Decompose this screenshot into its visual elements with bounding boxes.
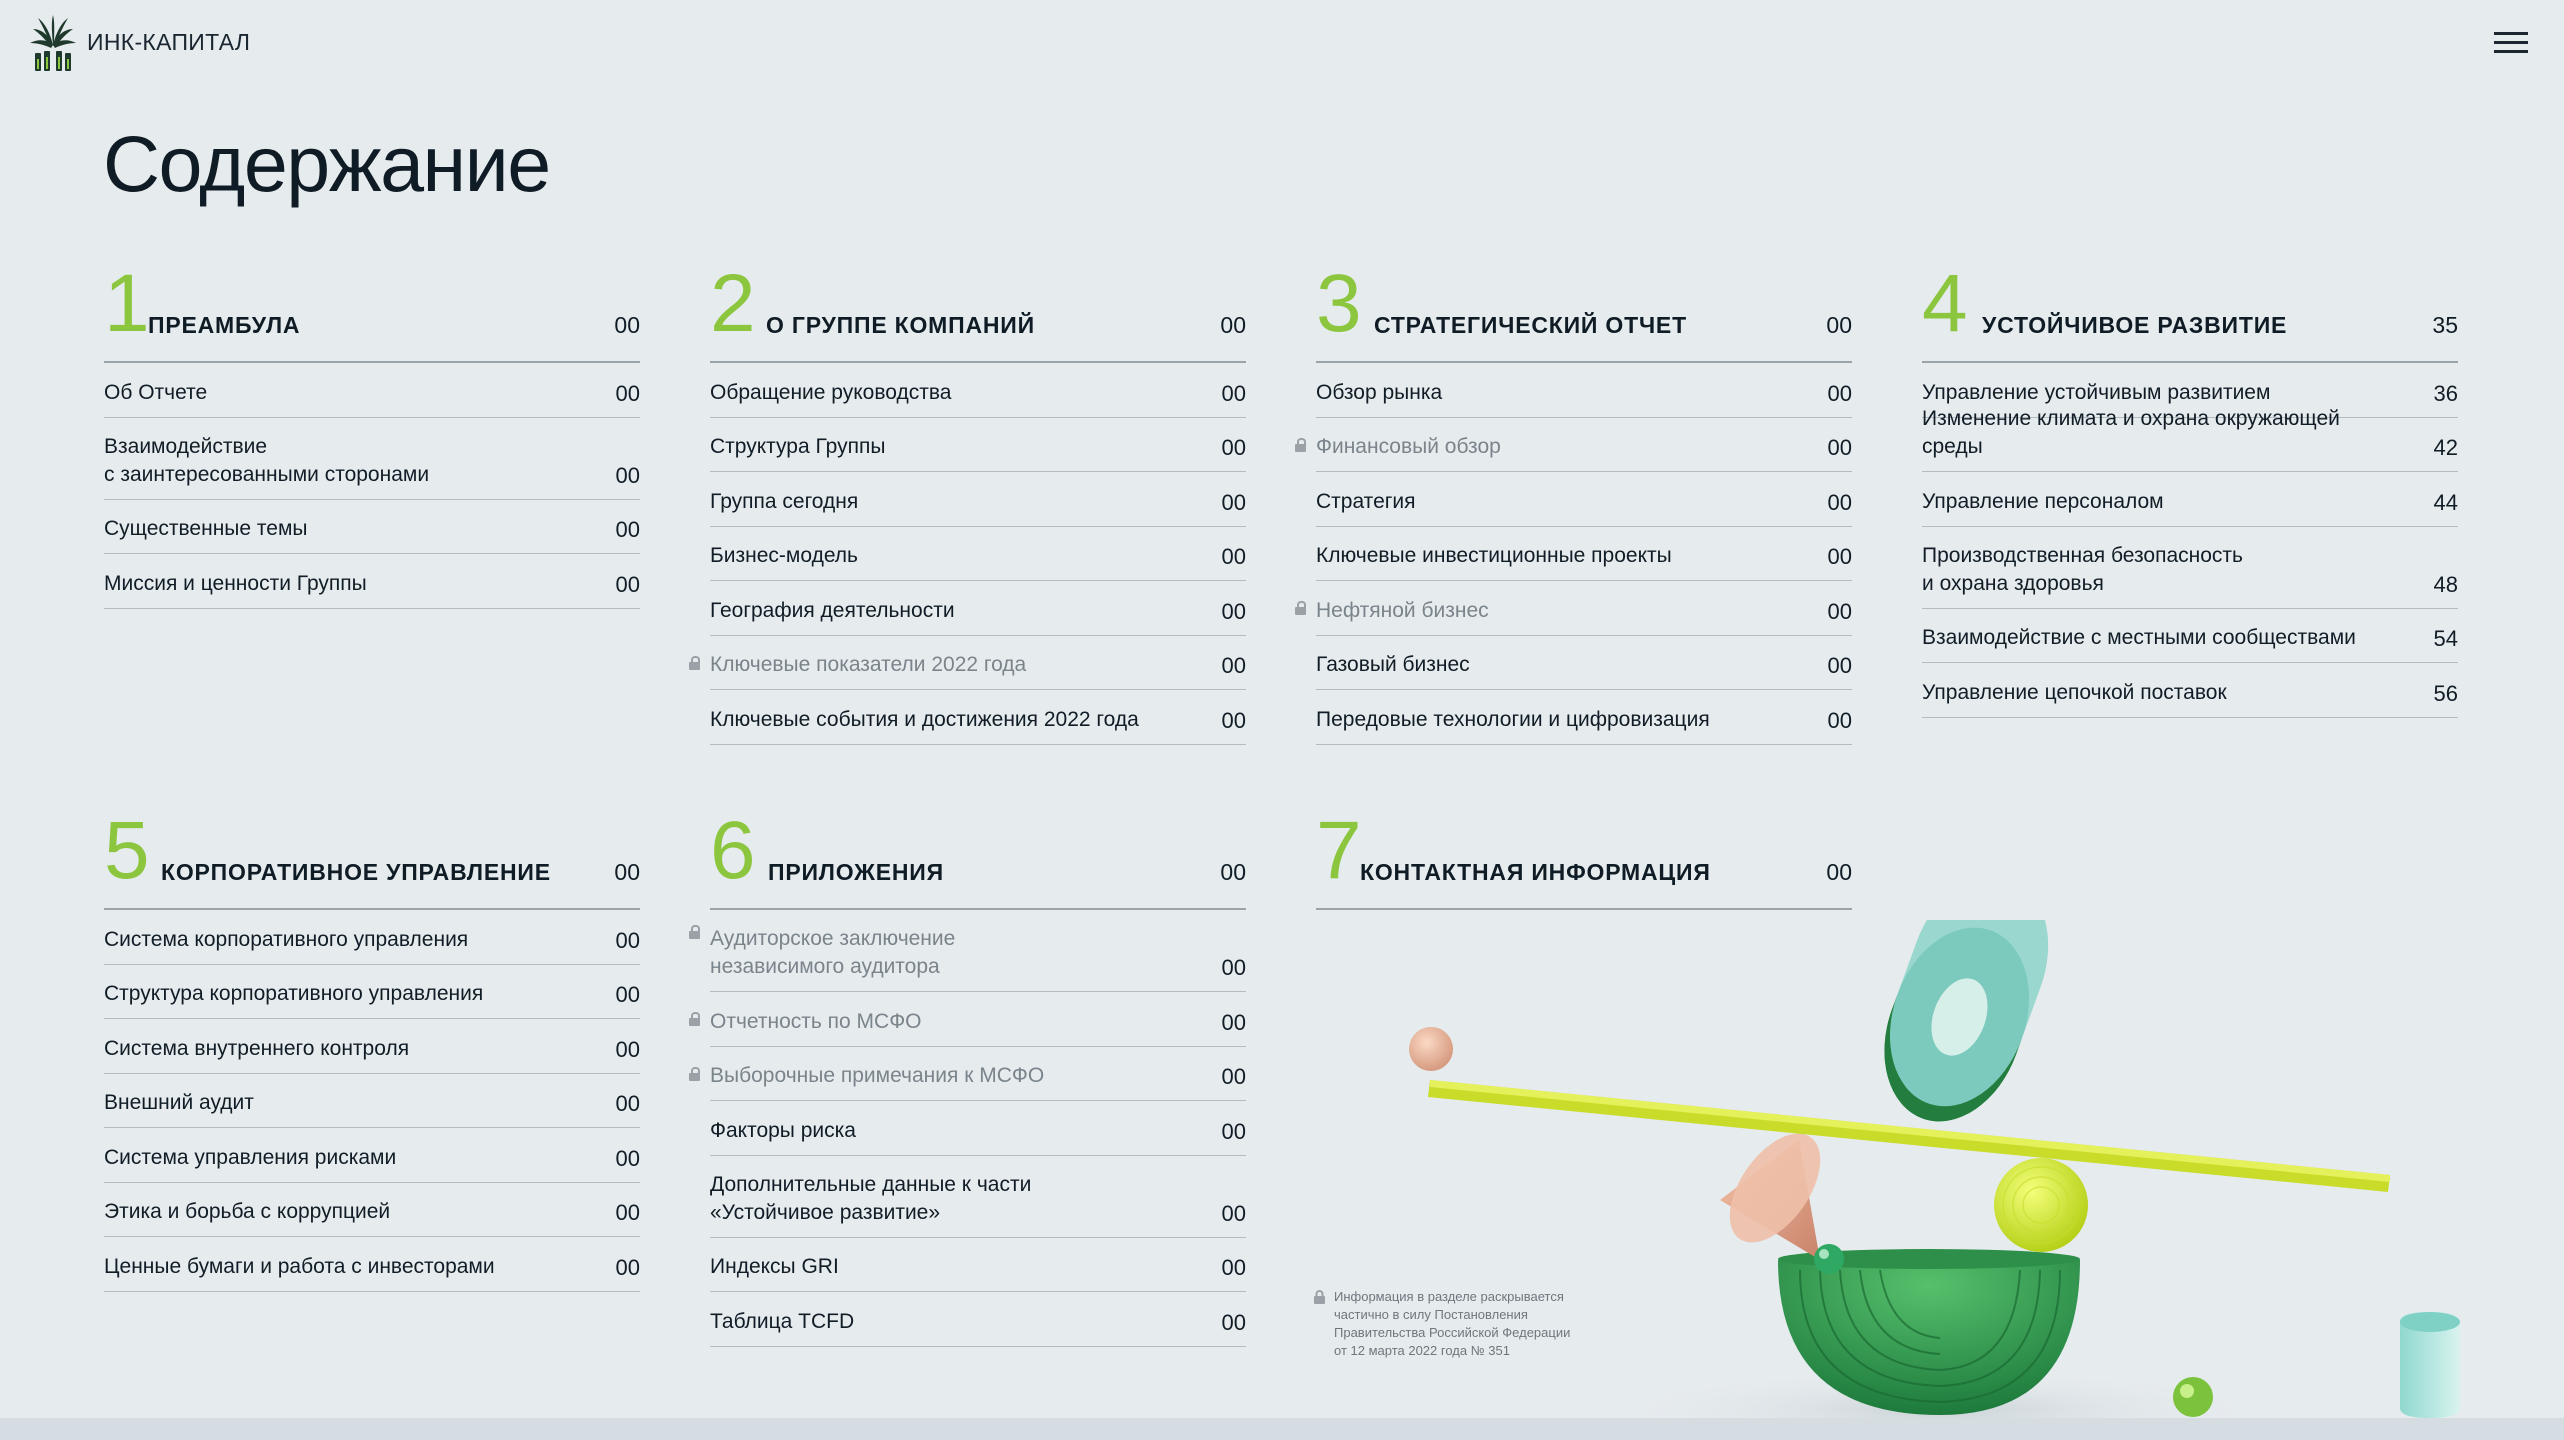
toc-item[interactable]	[710, 636, 1246, 691]
top-bar	[0, 0, 2564, 90]
toc-item[interactable]	[1316, 418, 1852, 473]
toc-item-label: Существенные темы	[104, 517, 308, 540]
toc-item-label: Стратегия	[1316, 489, 1416, 513]
section-page-number: 00	[1826, 859, 1852, 885]
toc-item-label: Система корпоративного управления	[104, 927, 469, 951]
toc-item-page: 00	[1221, 598, 1246, 624]
hamburger-menu-icon[interactable]	[2494, 30, 2528, 56]
toc-item-page: 00	[1221, 1309, 1246, 1335]
toc-item-page: 00	[615, 927, 640, 953]
section-number: 6	[710, 805, 756, 896]
toc-item-label: Взаимодействие с заинтересованными сторонами	[104, 434, 430, 486]
section-number: 4	[1922, 258, 1968, 349]
section-title: КОНТАКТНАЯ ИНФОРМАЦИЯ	[1360, 859, 1711, 885]
toc-item[interactable]	[104, 1074, 640, 1129]
toc-item-page: 00	[615, 1200, 640, 1225]
toc-item-page: 00	[1221, 435, 1246, 460]
section-title: УСТОЙЧИВОЕ РАЗВИТИЕ	[1982, 312, 2288, 338]
toc-item[interactable]	[1922, 609, 2458, 664]
toc-item-label: Структура корпоративного управления	[104, 982, 484, 1005]
toc-item-page: 00	[1827, 653, 1852, 678]
toc-item-label: Группа сегодня	[710, 489, 859, 513]
palm-logo-icon[interactable]	[29, 15, 77, 73]
toc-item-label: Ключевые показатели 2022 года	[710, 653, 1027, 676]
toc-item[interactable]	[710, 992, 1246, 1047]
toc-item-label: Индексы GRI	[710, 1255, 839, 1278]
toc-item-label: Ценные бумаги и работа с инвесторами	[104, 1254, 495, 1278]
toc-item-label: Внешний аудит	[104, 1091, 254, 1114]
toc-item-label: Взаимодействие с местными сообществами	[1922, 626, 2356, 649]
toc-item-label: География деятельности	[710, 598, 955, 622]
section-number: 3	[1316, 258, 1362, 349]
lock-icon	[689, 925, 700, 939]
toc-item[interactable]	[104, 418, 640, 500]
toc-item[interactable]	[1922, 527, 2458, 609]
toc-item-label: Структура Группы	[710, 435, 886, 458]
toc-item[interactable]	[104, 965, 640, 1020]
toc-item-label: Система управления рисками	[104, 1145, 397, 1169]
toc-item-page: 00	[1827, 489, 1852, 515]
section-page-number: 00	[1826, 312, 1852, 338]
toc-section-2	[710, 258, 1246, 745]
section-header[interactable]	[104, 805, 640, 910]
section-page-number: 00	[1220, 859, 1246, 885]
toc-item[interactable]	[104, 1183, 640, 1238]
toc-item-label: Дополнительные данные к части «Устойчивое развитие»	[710, 1172, 1032, 1224]
brand-name[interactable]: ИНК-КАПИТАЛ	[87, 29, 251, 55]
section-title: СТРАТЕГИЧЕСКИЙ ОТЧЕТ	[1374, 312, 1687, 338]
toc-item[interactable]	[104, 910, 640, 965]
page-title: Содержание	[103, 119, 550, 208]
toc-item-page: 00	[1827, 435, 1852, 460]
section-title: ПРИЛОЖЕНИЯ	[768, 859, 944, 885]
toc-item[interactable]	[710, 1101, 1246, 1156]
toc-item-page: 00	[1221, 489, 1246, 515]
toc-item-label: Отчетность по МСФО	[710, 1009, 922, 1033]
toc-item[interactable]	[1316, 527, 1852, 582]
toc-item-page: 00	[1221, 707, 1246, 733]
toc-item-page: 00	[615, 517, 640, 542]
toc-item[interactable]	[1316, 581, 1852, 636]
toc-section-1	[104, 258, 640, 609]
section-header[interactable]	[104, 258, 640, 363]
toc-item-page: 00	[615, 982, 640, 1007]
toc-item-label: Изменение климата и охрана окружающей среды	[1922, 407, 2340, 458]
section-title: ПРЕАМБУЛА	[148, 312, 301, 338]
toc-item[interactable]	[710, 1156, 1246, 1238]
section-header[interactable]	[1316, 258, 1852, 363]
section-number: 7	[1316, 805, 1362, 896]
toc-item[interactable]	[710, 363, 1246, 418]
toc-item[interactable]	[710, 1238, 1246, 1293]
toc-item-page: 00	[615, 380, 640, 406]
toc-section-7	[1316, 805, 1852, 910]
toc-item-page: 00	[1221, 1064, 1246, 1089]
toc-item[interactable]	[1922, 663, 2458, 718]
toc-item-label: Управление устойчивым развитием	[1922, 380, 2271, 404]
toc-item-page: 00	[1827, 380, 1852, 406]
toc-item[interactable]	[1922, 472, 2458, 527]
toc-item-label: Управление цепочкой поставок	[1922, 680, 2227, 704]
toc-item-page: 56	[2433, 680, 2458, 706]
section-number: 5	[104, 805, 150, 896]
toc-item-page: 00	[1221, 544, 1246, 569]
toc-item[interactable]	[710, 910, 1246, 992]
toc-item-label: Таблица TCFD	[710, 1309, 855, 1333]
toc-item[interactable]	[710, 472, 1246, 527]
toc-section-3	[1316, 258, 1852, 745]
toc-item-page: 54	[2433, 626, 2458, 651]
toc-item-page: 00	[1221, 955, 1246, 980]
toc-item-label: Факторы риска	[710, 1118, 856, 1142]
section-header[interactable]	[710, 805, 1246, 910]
balance-sculpture-illustration	[1380, 920, 2564, 1420]
lock-icon	[1314, 1290, 1325, 1304]
toc-item-label: Об Отчете	[104, 380, 208, 404]
toc-item-page: 00	[1221, 1255, 1246, 1280]
toc-item-label: Нефтяной бизнес	[1316, 598, 1489, 622]
toc-section-6	[710, 805, 1246, 1347]
section-title: О ГРУППЕ КОМПАНИЙ	[766, 312, 1035, 338]
toc-item[interactable]	[710, 527, 1246, 582]
toc-item[interactable]	[1316, 636, 1852, 691]
toc-item[interactable]	[104, 363, 640, 418]
lock-icon	[689, 656, 700, 670]
toc-item-label: Ключевые события и достижения 2022 года	[710, 707, 1139, 731]
toc-item-page: 42	[2433, 435, 2458, 460]
toc-item[interactable]	[1316, 690, 1852, 745]
section-number: 2	[710, 258, 756, 349]
lock-icon	[1295, 601, 1306, 615]
toc-item-page: 00	[1221, 1200, 1246, 1226]
toc-item-page: 00	[1221, 380, 1246, 406]
toc-item-label: Обзор рынка	[1316, 380, 1443, 404]
toc-item[interactable]	[710, 1292, 1246, 1347]
toc-item[interactable]	[104, 1128, 640, 1183]
toc-item-page: 00	[615, 1145, 640, 1171]
toc-item[interactable]	[104, 1237, 640, 1292]
toc-item-label: Обращение руководства	[710, 380, 952, 404]
toc-item-page: 00	[1221, 1118, 1246, 1144]
toc-item[interactable]	[1316, 363, 1852, 418]
toc-item-page: 44	[2433, 489, 2458, 515]
toc-item[interactable]	[1922, 407, 2458, 473]
toc-item[interactable]	[104, 554, 640, 609]
toc-item-page: 00	[615, 1091, 640, 1116]
section-header[interactable]	[1316, 805, 1852, 910]
toc-item-page: 36	[2433, 380, 2458, 406]
toc-item-label: Аудиторское заключение независимого аудитора	[710, 927, 956, 978]
toc-item-label: Производственная безопасность и охрана здоровья	[1922, 543, 2243, 595]
section-number: 1	[104, 258, 150, 349]
toc-item-page: 00	[1827, 598, 1852, 624]
section-title: КОРПОРАТИВНОЕ УПРАВЛЕНИЕ	[161, 859, 551, 885]
toc-item-page: 00	[615, 1036, 640, 1062]
toc-section-4	[1922, 258, 2458, 718]
toc-item-page: 00	[1827, 544, 1852, 569]
footnote: Информация в разделе раскрывается частично в силу Постановления Правительства Российской Федерации от 12 марта 2022 года № 351	[1334, 1289, 1571, 1358]
toc-item[interactable]	[710, 690, 1246, 745]
section-page-number: 35	[2432, 312, 2458, 338]
toc-item-label: Этика и борьба с коррупцией	[104, 1200, 391, 1223]
toc-item[interactable]	[710, 581, 1246, 636]
toc-item[interactable]	[710, 1047, 1246, 1102]
toc-item-label: Ключевые инвестиционные проекты	[1316, 544, 1672, 567]
toc-item-page: 00	[1221, 653, 1246, 678]
section-page-number: 00	[614, 312, 640, 338]
toc-item-label: Бизнес-модель	[710, 544, 858, 567]
toc-item-page: 48	[2433, 571, 2458, 597]
section-page-number: 00	[614, 859, 640, 885]
toc-item[interactable]	[104, 1019, 640, 1074]
toc-item-page: 00	[615, 462, 640, 488]
toc-item-label: Управление персоналом	[1922, 489, 2164, 513]
toc-item-label: Финансовый обзор	[1316, 435, 1501, 458]
section-header[interactable]	[710, 258, 1246, 363]
toc-item-label: Система внутреннего контроля	[104, 1036, 410, 1060]
toc-item[interactable]	[1316, 472, 1852, 527]
toc-item-label: Газовый бизнес	[1316, 653, 1470, 676]
toc-item[interactable]	[710, 418, 1246, 473]
bottom-strip	[0, 1418, 2564, 1440]
toc-item-page: 00	[1221, 1009, 1246, 1035]
toc-item-page: 00	[615, 571, 640, 597]
toc-item-page: 00	[1827, 707, 1852, 733]
toc-item-label: Передовые технологии и цифровизация	[1316, 707, 1710, 731]
section-page-number: 00	[1220, 312, 1246, 338]
toc-item[interactable]	[104, 500, 640, 555]
section-header[interactable]	[1922, 258, 2458, 363]
toc-item-page: 00	[615, 1254, 640, 1280]
lock-icon	[689, 1012, 700, 1026]
toc-item-label: Выборочные примечания к МСФО	[710, 1064, 1045, 1087]
lock-icon	[1295, 438, 1306, 452]
toc-item-label: Миссия и ценности Группы	[104, 571, 367, 595]
toc-section-5	[104, 805, 640, 1292]
lock-icon	[689, 1067, 700, 1081]
